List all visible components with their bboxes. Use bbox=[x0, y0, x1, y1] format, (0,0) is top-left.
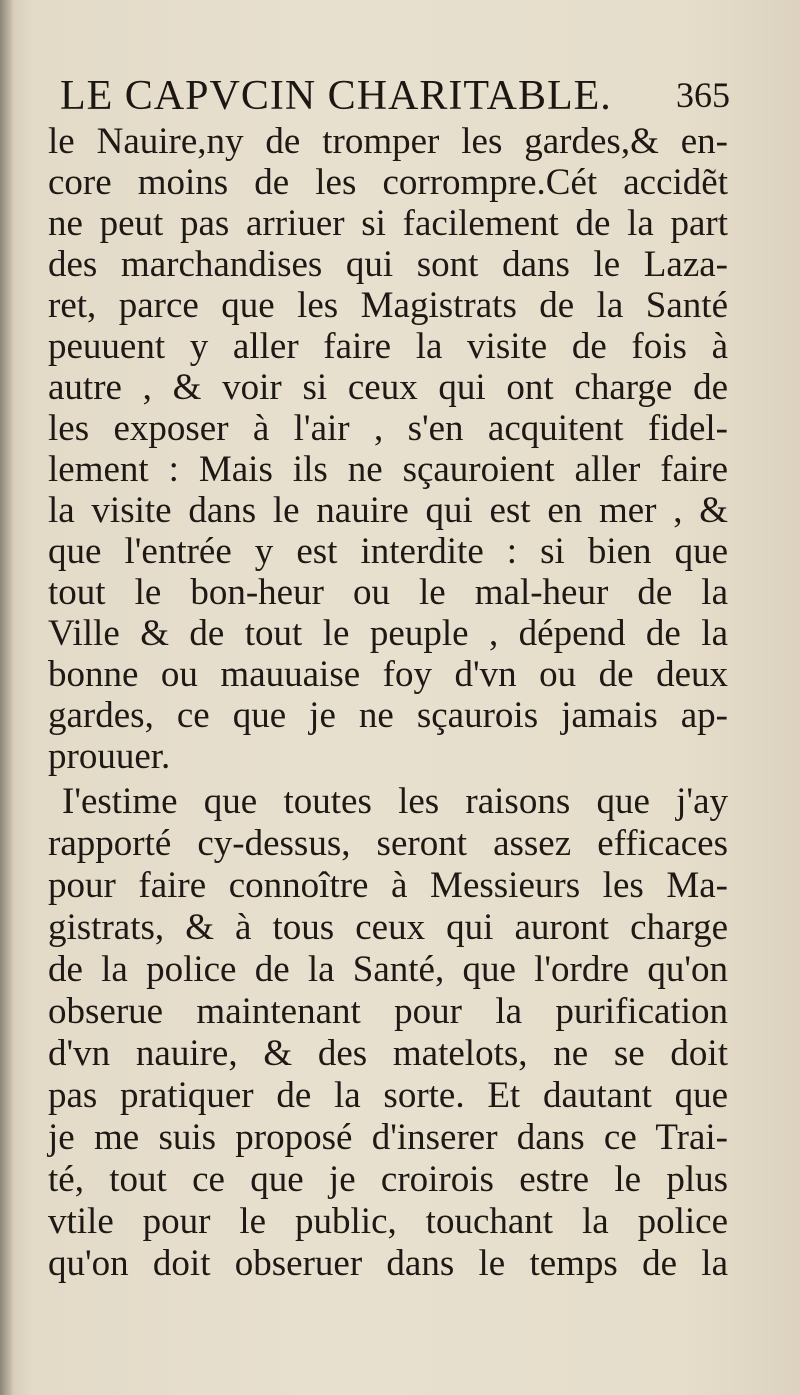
text-line: lement : Mais ils ne sçauroient aller faire bbox=[48, 449, 728, 490]
running-head bbox=[60, 72, 730, 122]
text-line: gardes, ce que je ne sçaurois jamais ap- bbox=[48, 695, 728, 736]
text-line: pas pratiquer de la sorte. Et dautant que bbox=[48, 1075, 728, 1116]
text-line: le Nauire,ny de tromper les gardes,& en- bbox=[48, 121, 728, 162]
text-line: de la police de la Santé, que l'ordre qu'on bbox=[48, 949, 728, 990]
binding-edge bbox=[0, 0, 14, 1395]
text-line: je me suis proposé d'inserer dans ce Trai- bbox=[48, 1117, 728, 1158]
text-line: les exposer à l'air , s'en acquitent fidel- bbox=[48, 408, 728, 449]
text-line: tout le bon-heur ou le mal-heur de la bbox=[48, 572, 728, 613]
text-line: té, tout ce que je croirois estre le plus bbox=[48, 1159, 728, 1200]
text-line: qu'on doit obseruer dans le temps de la bbox=[48, 1243, 728, 1284]
text-line: vtile pour le public, touchant la police bbox=[48, 1201, 728, 1242]
page-number: 365 bbox=[676, 75, 730, 115]
text-line: que l'entrée y est interdite : si bien que bbox=[48, 531, 728, 572]
text-line: la visite dans le nauire qui est en mer , & bbox=[48, 490, 728, 531]
text-line: bonne ou mauuaise foy d'vn ou de deux bbox=[48, 654, 728, 695]
text-line: I'estime que toutes les raisons que j'ay bbox=[62, 781, 728, 822]
text-line: rapporté cy-dessus, seront assez efficaces bbox=[48, 823, 728, 864]
text-line: peuuent y aller faire la visite de fois à bbox=[48, 326, 728, 367]
text-line: ne peut pas arriuer si facilement de la part bbox=[48, 203, 728, 244]
text-line: gistrats, & à tous ceux qui auront charge bbox=[48, 907, 728, 948]
text-line: ret, parce que les Magistrats de la Santé bbox=[48, 285, 728, 326]
text-line: pour faire connoître à Messieurs les Ma- bbox=[48, 865, 728, 906]
text-line: core moins de les corrompre.Cét accidẽt bbox=[48, 162, 728, 203]
text-line: prouuer. bbox=[48, 736, 171, 777]
text-line: autre , & voir si ceux qui ont charge de bbox=[48, 367, 728, 408]
running-title: LE CAPVCIN CHARITABLE. bbox=[60, 73, 612, 119]
text-line: Ville & de tout le peuple , dépend de la bbox=[48, 613, 728, 654]
text-line: des marchandises qui sont dans le Laza- bbox=[48, 244, 728, 285]
text-line: obserue maintenant pour la purification bbox=[48, 991, 728, 1032]
text-line: d'vn nauire, & des matelots, ne se doit bbox=[48, 1033, 728, 1074]
